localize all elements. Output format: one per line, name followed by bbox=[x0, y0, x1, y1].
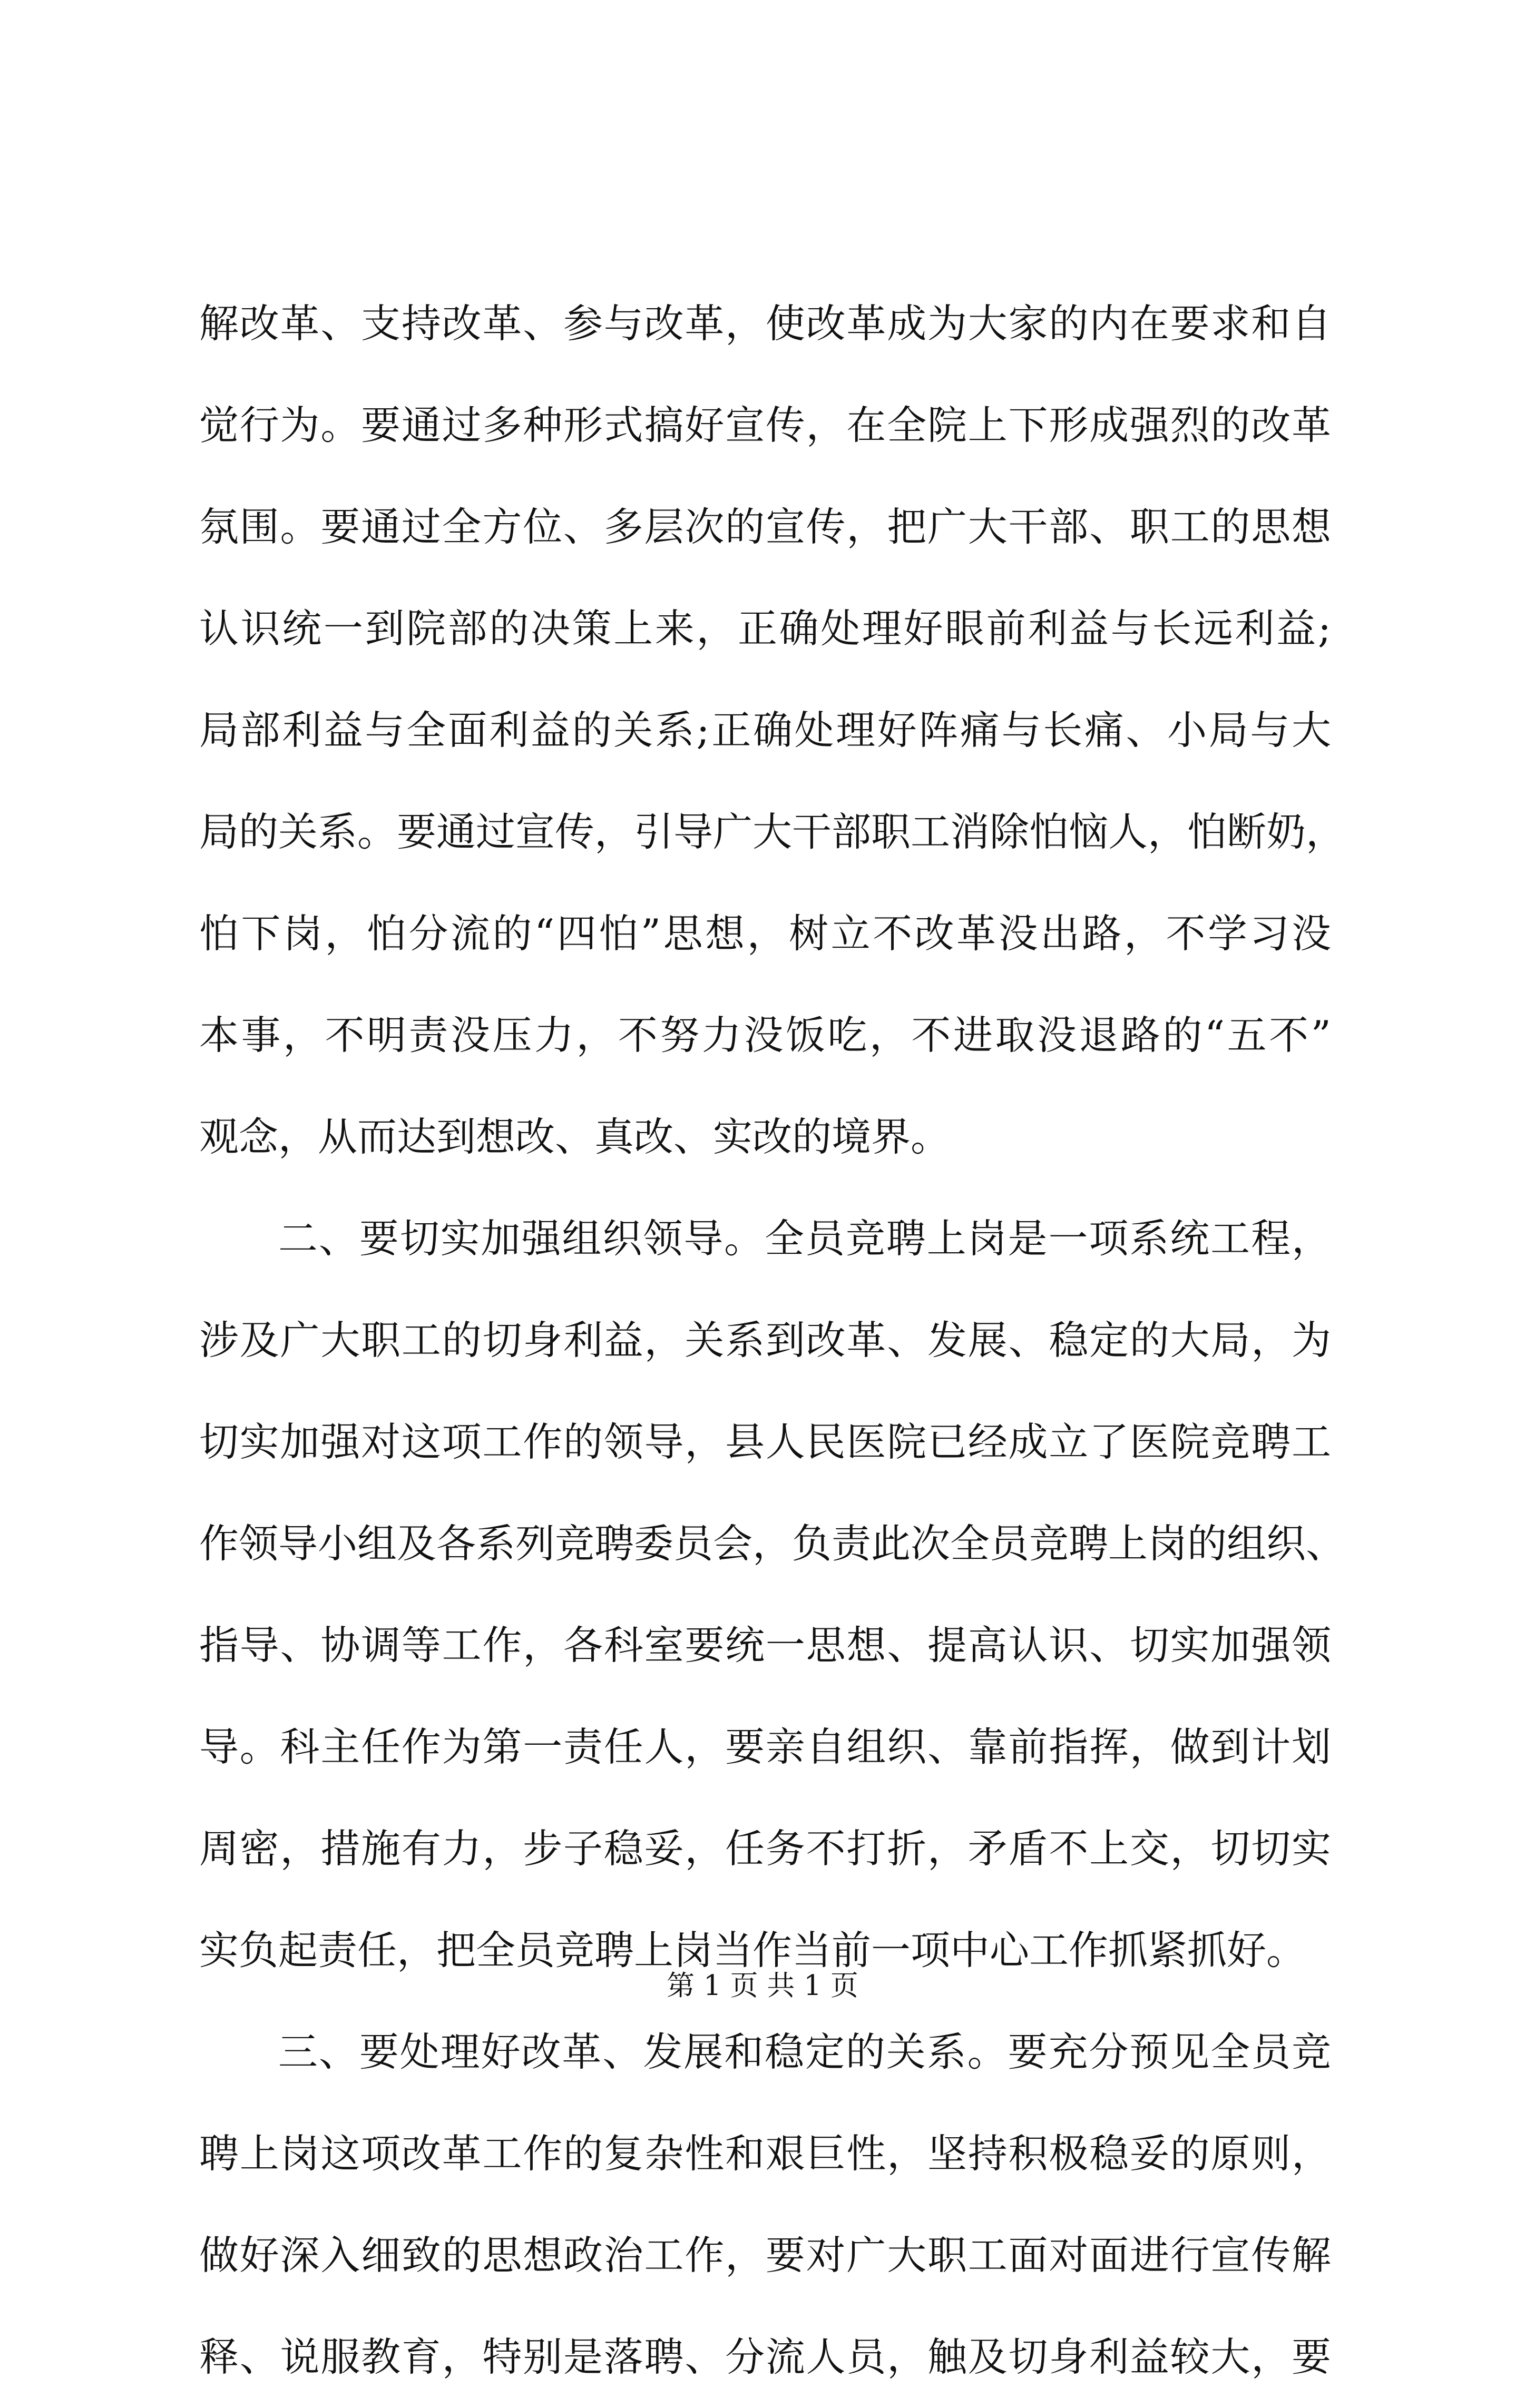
text-line-3: 氛围。要通过全方位、多层次的宣传，把广大干部、职工的思想 bbox=[199, 504, 1331, 550]
text-line-19: 聘上岗这项改革工作的复杂性和艰巨性，坚持积极稳妥的原则， bbox=[199, 2130, 1331, 2177]
page-footer: 第 1 页 共 1 页 bbox=[667, 1970, 858, 2002]
text-line-12: 切实加强对这项工作的领导，县人民医院已经成立了医院竞聘工 bbox=[199, 1419, 1331, 1465]
text-line-20: 做好深入细致的思想政治工作，要对广大职工面对面进行宣传解 bbox=[199, 2232, 1331, 2278]
text-line-9: 观念，从而达到想改、真改、实改的境界。 bbox=[199, 1114, 951, 1160]
text-line-6: 局的关系。要通过宣传，引导广大干部职工消除怕恼人，怕断奶， bbox=[199, 809, 1346, 855]
text-line-17: 实负起责任，把全员竞聘上岗当作当前一项中心工作抓紧抓好。 bbox=[199, 1927, 1306, 1973]
text-line-14: 指导、协调等工作，各科室要统一思想、提高认识、切实加强领 bbox=[199, 1622, 1331, 1668]
text-line-11: 涉及广大职工的切身利益，关系到改革、发展、稳定的大局，为 bbox=[199, 1317, 1331, 1363]
text-line-16: 周密，措施有力，步子稳妥，任务不打折，矛盾不上交，切切实 bbox=[199, 1825, 1331, 1872]
text-line-10: 二、要切实加强组织领导。全员竞聘上岗是一项系统工程， bbox=[278, 1215, 1331, 1262]
text-line-4: 认识统一到院部的决策上来，正确处理好眼前利益与长远利益; bbox=[199, 605, 1331, 652]
text-line-7: 怕下岗，怕分流的“四怕”思想，树立不改革没出路，不学习没 bbox=[199, 910, 1331, 957]
text-line-2: 觉行为。要通过多种形式搞好宣传，在全院上下形成强烈的改革 bbox=[199, 402, 1331, 448]
text-line-5: 局部利益与全面利益的关系;正确处理好阵痛与长痛、小局与大 bbox=[199, 707, 1331, 753]
text-line-1: 解改革、支持改革、参与改革，使改革成为大家的内在要求和自 bbox=[199, 300, 1331, 347]
text-line-15: 导。科主任作为第一责任人，要亲自组织、靠前指挥，做到计划 bbox=[199, 1724, 1331, 1770]
document-body bbox=[199, 273, 1346, 2408]
text-line-18: 三、要处理好改革、发展和稳定的关系。要充分预见全员竞 bbox=[278, 2029, 1331, 2075]
text-line-8: 本事，不明责没压力，不努力没饭吃，不进取没退路的“五不” bbox=[199, 1012, 1331, 1058]
text-line-13: 作领导小组及各系列竞聘委员会，负责此次全员竞聘上岗的组织、 bbox=[199, 1520, 1346, 1567]
text-line-21: 释、说服教育，特别是落聘、分流人员，触及切身利益较大，要 bbox=[199, 2334, 1331, 2380]
